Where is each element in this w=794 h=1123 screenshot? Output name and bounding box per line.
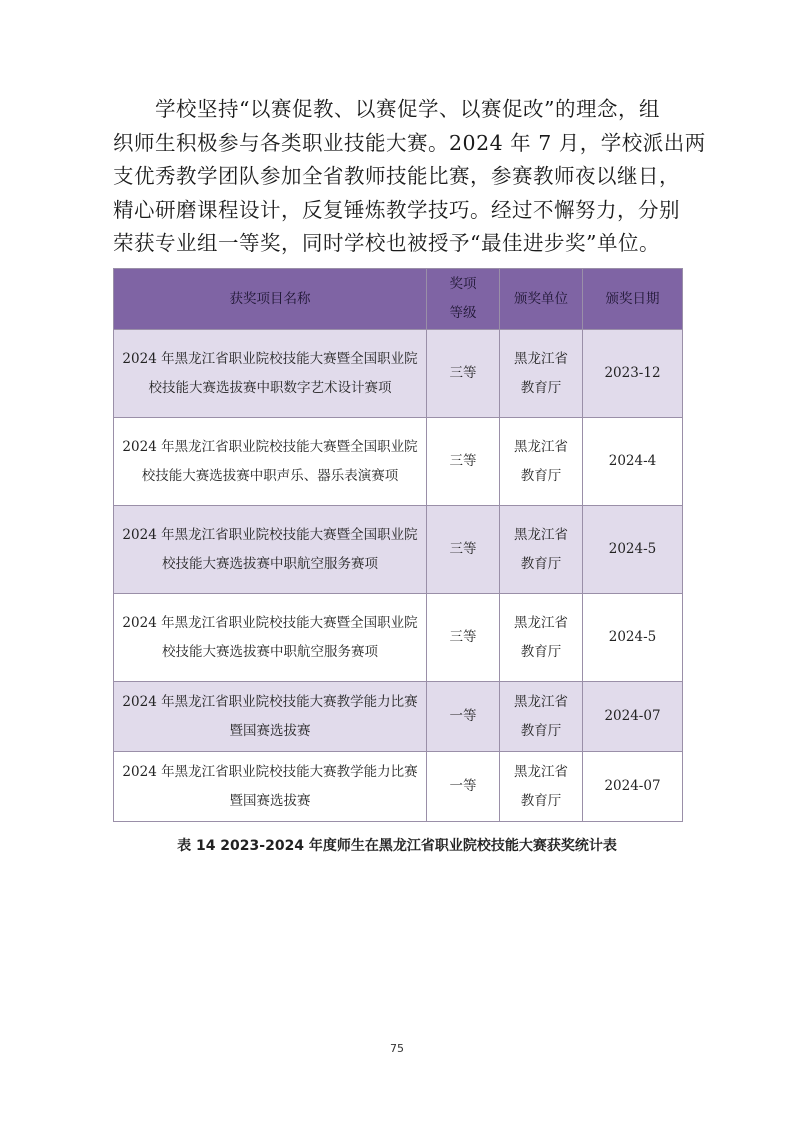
- cell-date: 2023-12: [583, 330, 683, 418]
- paragraph-line: 织师生积极参与各类职业技能大赛。2024 年 7 月，学校派出两: [113, 130, 706, 155]
- header-issuer: 颁奖单位: [500, 269, 583, 330]
- cell-level: 一等: [427, 682, 500, 752]
- paragraph-line: 荣获专业组一等奖，同时学校也被授予“最佳进步奖”单位。: [113, 231, 660, 255]
- table-row: [114, 682, 683, 752]
- header-name: 获奖项目名称: [114, 269, 427, 330]
- cell-issuer: 黑龙江省教育厅: [500, 330, 583, 418]
- intro-paragraph: [113, 93, 706, 261]
- cell-issuer: 黑龙江省教育厅: [500, 682, 583, 752]
- cell-name: 2024 年黑龙江省职业院校技能大赛暨全国职业院校技能大赛选拔赛中职航空服务赛项: [114, 506, 427, 594]
- table-header-row: [114, 269, 683, 330]
- cell-name: 2024 年黑龙江省职业院校技能大赛暨全国职业院校技能大赛选拔赛中职航空服务赛项: [114, 594, 427, 682]
- cell-name: 2024 年黑龙江省职业院校技能大赛教学能力比赛暨国赛选拔赛: [114, 682, 427, 752]
- cell-date: 2024-4: [583, 418, 683, 506]
- awards-table: [113, 268, 683, 822]
- header-level: 奖项等级: [427, 269, 500, 330]
- page-number: 75: [390, 1042, 404, 1055]
- cell-issuer: 黑龙江省教育厅: [500, 594, 583, 682]
- table-row: [114, 418, 683, 506]
- cell-level: 三等: [427, 418, 500, 506]
- table-row: [114, 594, 683, 682]
- cell-name: 2024 年黑龙江省职业院校技能大赛暨全国职业院校技能大赛选拔赛中职声乐、器乐表演赛项: [114, 418, 427, 506]
- cell-issuer: 黑龙江省教育厅: [500, 418, 583, 506]
- cell-level: 一等: [427, 752, 500, 822]
- paragraph-line: 学校坚持“以赛促教、以赛促学、以赛促改”的理念，组: [113, 97, 660, 121]
- paragraph-line: 支优秀教学团队参加全省教师技能比赛，参赛教师夜以继日，: [113, 164, 680, 188]
- table-caption: 表 14 2023-2024 年度师生在黑龙江省职业院校技能大赛获奖统计表: [177, 838, 617, 854]
- paragraph-line: 精心研磨课程设计，反复锤炼教学技巧。经过不懈努力，分别: [113, 197, 680, 222]
- cell-issuer: 黑龙江省教育厅: [500, 752, 583, 822]
- table-row: [114, 330, 683, 418]
- table-row: [114, 506, 683, 594]
- cell-level: 三等: [427, 506, 500, 594]
- cell-level: 三等: [427, 594, 500, 682]
- cell-issuer: 黑龙江省教育厅: [500, 506, 583, 594]
- cell-name: 2024 年黑龙江省职业院校技能大赛教学能力比赛暨国赛选拔赛: [114, 752, 427, 822]
- cell-date: 2024-07: [583, 682, 683, 752]
- cell-name: 2024 年黑龙江省职业院校技能大赛暨全国职业院校技能大赛选拔赛中职数字艺术设计赛项: [114, 330, 427, 418]
- header-date: 颁奖日期: [583, 269, 683, 330]
- cell-level: 三等: [427, 330, 500, 418]
- cell-date: 2024-5: [583, 594, 683, 682]
- cell-date: 2024-5: [583, 506, 683, 594]
- table-row: [114, 752, 683, 822]
- cell-date: 2024-07: [583, 752, 683, 822]
